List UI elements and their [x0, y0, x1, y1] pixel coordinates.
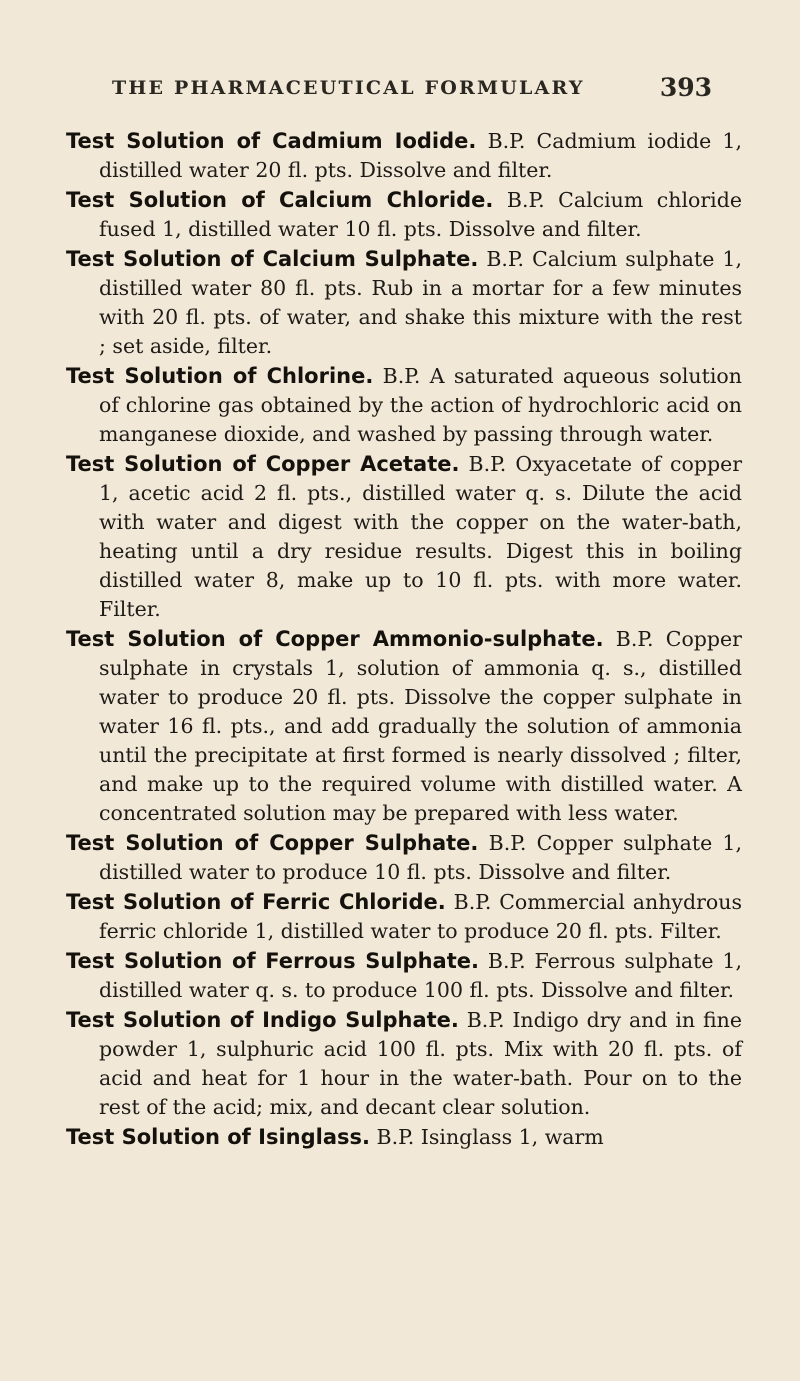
running-head [112, 73, 712, 107]
entry-title: Test Solution of Ferrous Sulphate. [66, 949, 479, 973]
entry-isinglass [66, 1123, 742, 1152]
entry-text: Calcium sulphate 1, distilled water 80 fl. pts. Rub in a mortar for a few minutes with 20 fl. pts. of water, and shake this mixture with the rest ; set aside, filter. [99, 247, 742, 358]
entry-text: Copper sulphate 1, distilled water to produce 10 fl. pts. Dissolve and filter. [99, 831, 742, 884]
entry-reference: B.P. [376, 1125, 415, 1149]
entry-reference: B.P. [615, 627, 654, 651]
entry-reference: B.P. [382, 364, 421, 388]
entry-text: Oxyacetate of copper 1, acetic acid 2 fl. pts., distilled water q. s. Dilute the acid with water and digest with the copper on the water-bath, heating until a dry residue results. Digest this in boiling distilled water 8, make up to 10 fl. pts. with more water. Filter. [99, 452, 742, 621]
entry-reference: B.P. [488, 831, 527, 855]
entry-title: Test Solution of Chlorine. [66, 364, 374, 388]
entry-ferric-chloride [66, 888, 742, 946]
entry-reference: B.P. [468, 452, 507, 476]
page-number: 393 [659, 73, 712, 102]
formulary-entries [66, 127, 742, 1153]
entry-title: Test Solution of Copper Ammonio-sulphate. [66, 627, 604, 651]
entry-indigo-sulphate [66, 1006, 742, 1122]
entry-title: Test Solution of Calcium Chloride. [66, 188, 494, 212]
entry-copper-acetate [66, 450, 742, 624]
entry-text: A saturated aqueous solution of chlorine gas obtained by the action of hydrochloric acid on manganese dioxide, and washed by passing through water. [99, 364, 742, 446]
entry-chlorine [66, 362, 742, 449]
entry-copper-ammonio-sulphate [66, 625, 742, 828]
entry-reference: B.P. [466, 1008, 505, 1032]
entry-text: Commercial anhydrous ferric chloride 1, distilled water to produce 20 fl. pts. Filter. [99, 890, 742, 943]
entry-title: Test Solution of Ferric Chloride. [66, 890, 446, 914]
entry-title: Test Solution of Isinglass. [66, 1125, 370, 1149]
entry-text: Isinglass 1, warm [420, 1125, 604, 1149]
entry-text: Copper sulphate in crystals 1, solution of ammonia q. s., distilled water to produce 20 fl. pts. Dissolve the copper sulphate in water 16 fl. pts., and add gradually the solution of ammonia until the precipitate at first formed is nearly dissolved ; filter, and make up to the required volume with distilled water. A concentrated solution may be prepared with less water. [99, 627, 742, 825]
entry-cadmium-iodide [66, 127, 742, 185]
running-title: THE PHARMACEUTICAL FORMULARY [112, 77, 585, 99]
entry-title: Test Solution of Cadmium Iodide. [66, 129, 477, 153]
entry-reference: B.P. [506, 188, 545, 212]
entry-reference: B.P. [453, 890, 492, 914]
entry-ferrous-sulphate [66, 947, 742, 1005]
entry-text: Cadmium iodide 1, distilled water 20 fl. pts. Dissolve and filter. [99, 129, 742, 182]
entry-reference: B.P. [487, 129, 526, 153]
entry-copper-sulphate [66, 829, 742, 887]
entry-title: Test Solution of Calcium Sulphate. [66, 247, 479, 271]
entry-calcium-chloride [66, 186, 742, 244]
entry-title: Test Solution of Indigo Sulphate. [66, 1008, 459, 1032]
entry-calcium-sulphate [66, 245, 742, 361]
entry-text: Indigo dry and in fine powder 1, sulphuric acid 100 fl. pts. Mix with 20 fl. pts. of acid and heat for 1 hour in the water-bath. Pour on to the rest of the acid; mix, and decant clear solution. [99, 1008, 742, 1119]
entry-text: Calcium chloride fused 1, distilled water 10 fl. pts. Dissolve and filter. [99, 188, 742, 241]
entry-title: Test Solution of Copper Sulphate. [66, 831, 479, 855]
entry-reference: B.P. [486, 247, 525, 271]
entry-title: Test Solution of Copper Acetate. [66, 452, 460, 476]
entry-text: Ferrous sulphate 1, distilled water q. s. to produce 100 fl. pts. Dissolve and filter. [99, 949, 742, 1002]
entry-reference: B.P. [487, 949, 526, 973]
